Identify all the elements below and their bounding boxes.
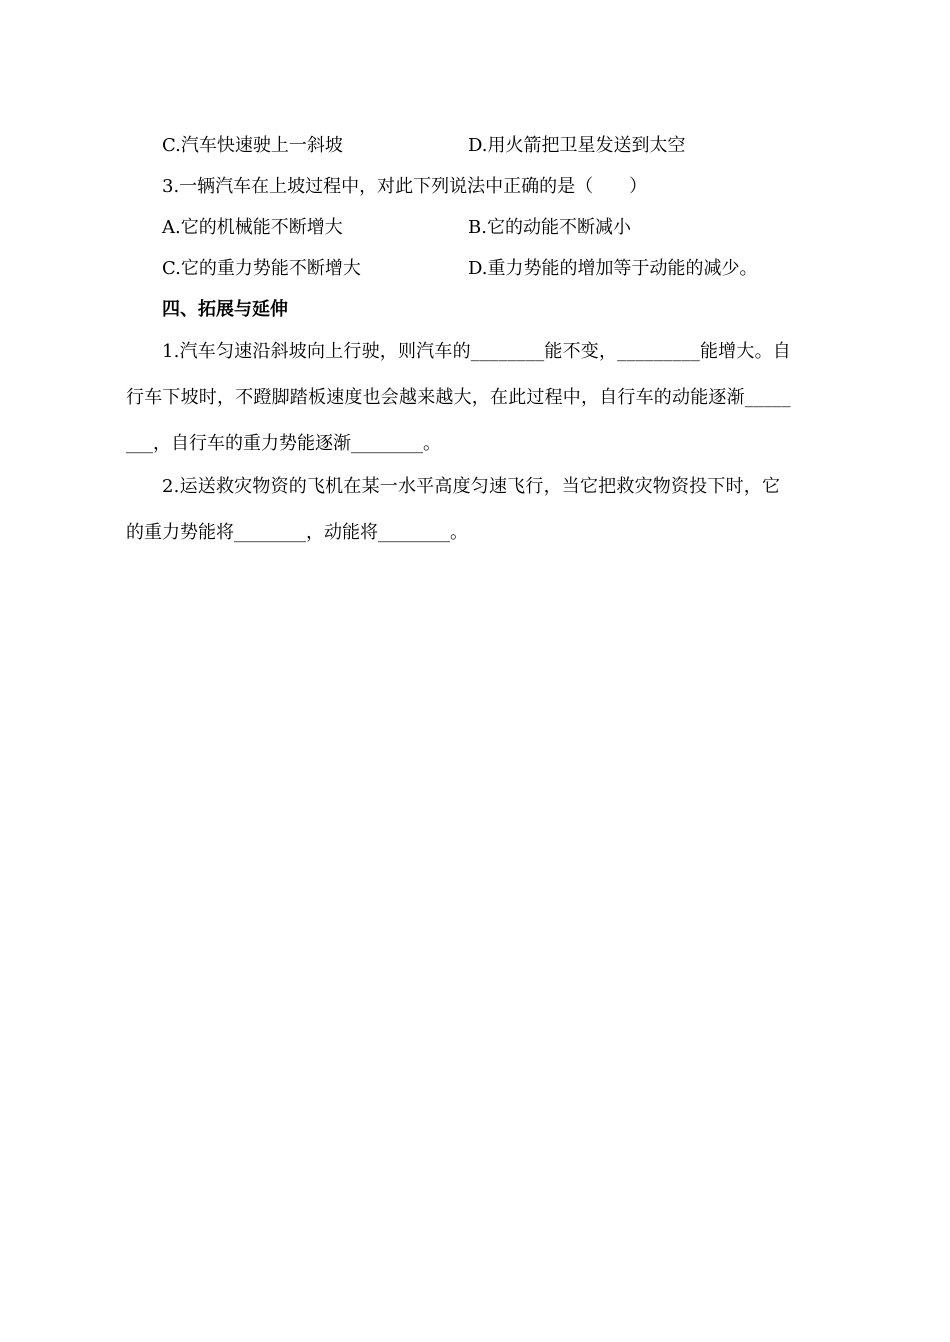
exercise-2-line-2: 的重力势能将________，动能将________。 xyxy=(126,522,468,543)
exercise-1-line-1: 1.汽车匀速沿斜坡向上行驶，则汽车的________能不变，_________能增大。自 xyxy=(162,341,791,362)
option-a-q3: A.它的机械能不断增大 xyxy=(162,217,343,238)
option-c-q3: C.它的重力势能不断增大 xyxy=(162,258,361,279)
option-b-q3: B.它的动能不断减小 xyxy=(468,217,631,238)
exercise-1-line-3: ___，自行车的重力势能逐渐________。 xyxy=(126,433,441,454)
option-c-q2: C.汽车快速驶上一斜坡 xyxy=(162,135,343,156)
exercise-2-line-1: 2.运送救灾物资的飞机在某一水平高度匀速飞行，当它把救灾物资投下时，它 xyxy=(162,476,781,497)
option-d-q2: D.用火箭把卫星发送到太空 xyxy=(468,135,686,156)
question-3-stem: 3.一辆汽车在上坡过程中，对此下列说法中正确的是（ ） xyxy=(162,176,648,197)
exercise-1-line-2: 行车下坡时，不蹬脚踏板速度也会越来越大，在此过程中，自行车的动能逐渐_____ xyxy=(126,387,791,408)
section-heading: 四、拓展与延伸 xyxy=(162,299,288,320)
option-d-q3: D.重力势能的增加等于动能的减少。 xyxy=(468,258,758,279)
